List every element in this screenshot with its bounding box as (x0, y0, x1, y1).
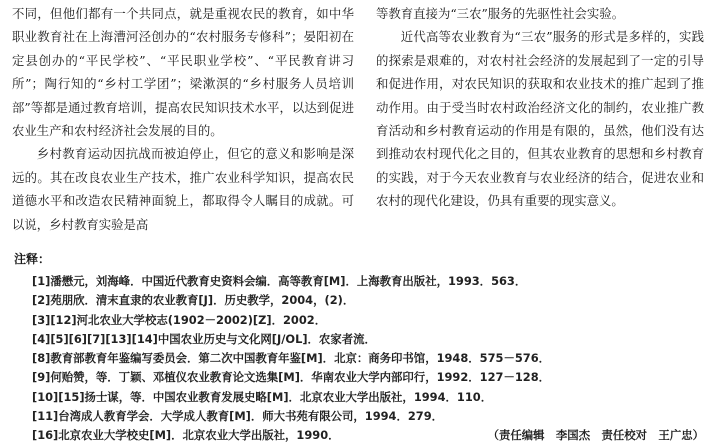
right-paragraph-2: 近代高等农业教育为“三农”服务的形式是多样的，实践的探索是艰难的，对农村社会经济的发展起到了一定的引导和促进作用，对农民知识的获取和农业技术的推广起到了推动作用。由于受当时农村政治经济文化的制约，农业推广教育活动和乡村教育运动的作用是有限的，虽然，他们没有达到推动农村现代化之目的，但其农业教育的思想和乡村教育的实践，对于今天农业教育与农业经济的结合，促进农业和农村的现代化建设，仍具有重要的现实意义。 (376, 29, 704, 209)
right-column (376, 2, 704, 213)
note-item: [3][12]河北农业大学校志(1902－2002)[Z]．2002． (32, 312, 327, 327)
note-item: [9]何贻赞，等．丁颖、邓植仪农业教育论文选集[M]．华南农业大学内部印行，1992．127－128． (32, 370, 551, 385)
notes-title: 注释： (14, 252, 51, 266)
left-column (12, 2, 354, 236)
note-item: [4][5][6][7][13][14]中国农业历史与文化网[J/OL]．农家者流． (32, 331, 376, 346)
footer-editor-credit: （责任编辑 李国杰 责任校对 王广忠） (487, 428, 704, 443)
left-paragraph-2: 乡村教育运动因抗战而被迫停止，但它的意义和影响是深远的。其在改良农业生产技术，推广农业科学知识，提高农民道德水平和改造农民精神面貌上，都取得令人瞩目的成就。可以说，乡村教育实验是高 (12, 146, 354, 232)
note-item: [11]台湾成人教育学会．大学成人教育[M]．师大书苑有限公司，1994．279． (32, 409, 444, 424)
note-item: [1]潘懋元，刘海峰．中国近代教育史资料会编．高等教育[M]．上海教育出版社，1993．563． (32, 274, 527, 288)
note-item: [8]教育部教育年鉴编写委员会．第二次中国教育年鉴[M]．北京：商务印书馆，1948．575－576． (32, 351, 551, 366)
note-item: [2]苑朋欣．清末直隶的农业教育[J]．历史教学，2004，(2)． (32, 293, 355, 308)
notes-list (32, 272, 704, 446)
note-item: [10][15]扬士谋，等．中国农业教育发展史略[M]．北京农业大学出版社，1994．110． (32, 389, 493, 404)
right-paragraph-1: 等教育直接为“三农”服务的先驱性社会实验。 (376, 6, 625, 21)
note-item-last (32, 426, 704, 445)
left-paragraph-1: 不同，但他们都有一个共同点，就是重视农民的教育，如中华职业教育社在上海漕河泾创办的“农村服务专修科”；晏阳初在定县创办的“平民学校”、“平民职业学校”、“平民教育讲习所”；陶行知的“乡村工学团”；梁漱溟的“乡村服务人员培训部”等都是通过教育培训，提高农民知识技术水平，以达到促进农业生产和农村经济社会发展的目的。 (12, 6, 354, 139)
note-item: [16]北京农业大学校史[M]．北京农业大学出版社，1990． (32, 428, 340, 443)
